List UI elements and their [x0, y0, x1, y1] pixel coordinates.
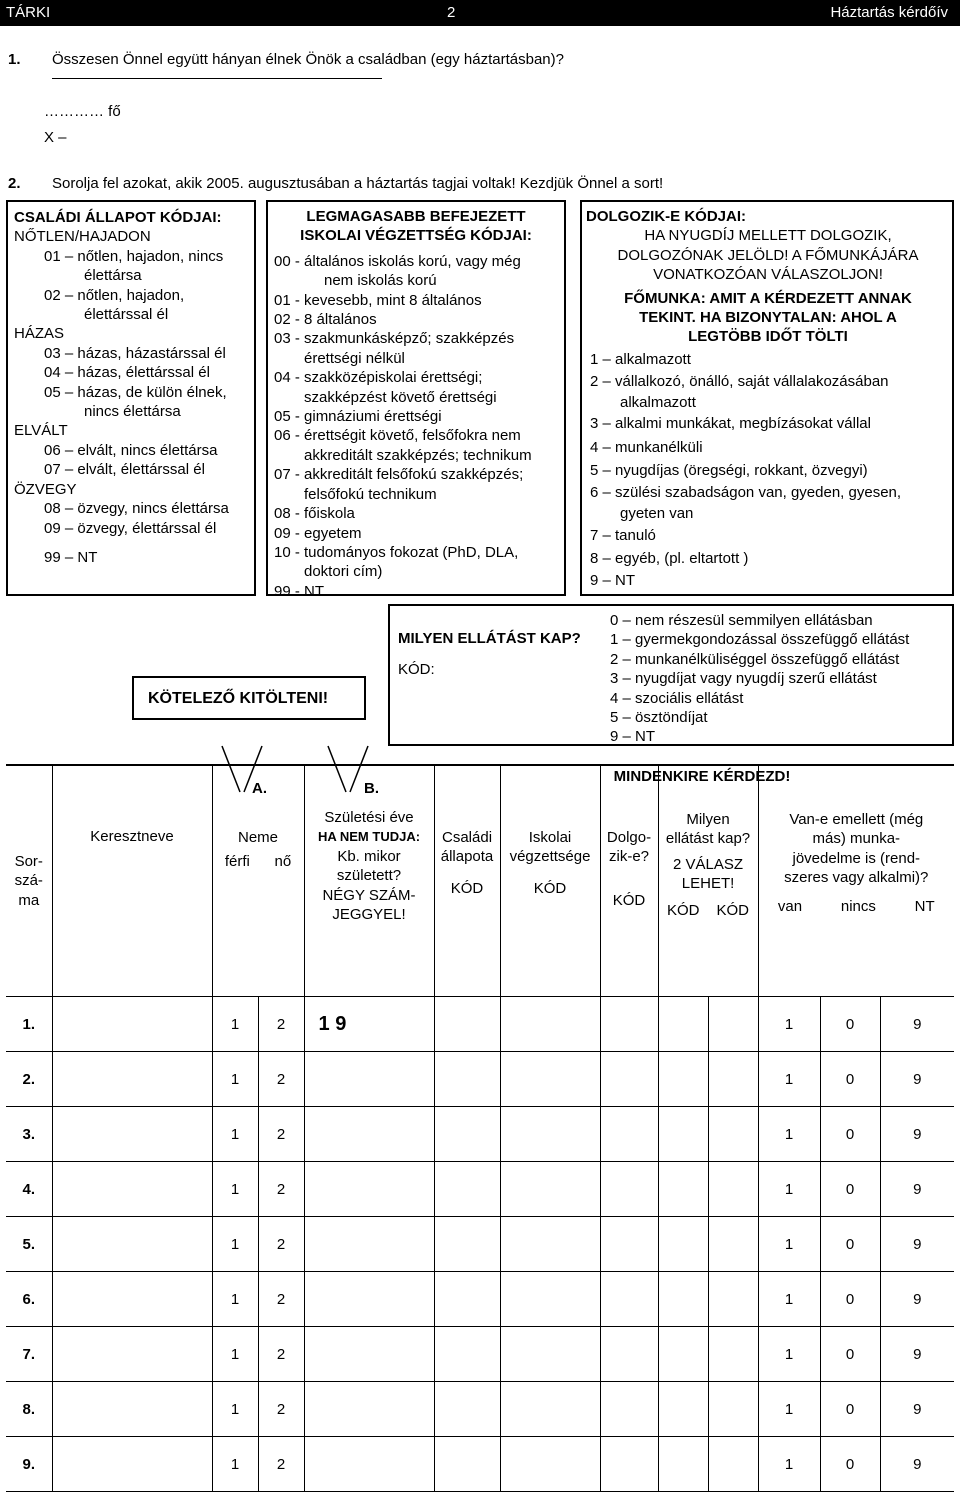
household-members-table	[6, 764, 954, 1492]
header-sorszam: Sor- szá- ma	[6, 765, 52, 997]
van-option[interactable]: 1	[758, 1437, 820, 1492]
ferfi-option[interactable]: 1	[212, 1272, 258, 1327]
birth-year-cell[interactable]	[304, 1272, 434, 1327]
keresztneve-cell[interactable]	[52, 1107, 212, 1162]
iskolai-vegzettseg-cell[interactable]	[500, 997, 600, 1052]
iskolai-vegzettseg-cell[interactable]	[500, 1107, 600, 1162]
education-line: 02 - 8 általános	[274, 311, 377, 329]
ellatas-kod-1-cell[interactable]	[658, 1272, 708, 1327]
work-item: 3 – alkalmi munkákat, megbízásokat vállal	[590, 415, 871, 433]
header-szuletesi-ev: Születési éve HA NEM TUDJA: Kb. mikor született? NÉGY SZÁM- JEGGYEL!	[304, 765, 434, 997]
dolgozik-cell[interactable]	[600, 1107, 658, 1162]
nt-option[interactable]: 9	[880, 1327, 954, 1382]
iskolai-vegzettseg-cell[interactable]	[500, 1437, 600, 1492]
nincs-option[interactable]: 0	[820, 1382, 880, 1437]
csaladi-allapot-cell[interactable]	[434, 1162, 500, 1217]
education-line: 09 - egyetem	[274, 524, 362, 542]
van-option[interactable]: 1	[758, 1327, 820, 1382]
header-nincs: nincs	[840, 897, 876, 915]
work-main-definition: TEKINT. HA BIZONYTALAN: AHOL A	[639, 309, 897, 327]
dolgozik-cell[interactable]	[600, 1272, 658, 1327]
birth-year-cell[interactable]	[304, 1052, 434, 1107]
csaladi-allapot-cell[interactable]	[434, 1382, 500, 1437]
ellatas-kod-1-cell[interactable]	[658, 1327, 708, 1382]
no-option[interactable]: 2	[258, 1437, 304, 1492]
csaladi-allapot-cell[interactable]	[434, 1107, 500, 1162]
ellatas-kod-1-cell[interactable]	[658, 1162, 708, 1217]
education-line: 07 - akkreditált felsőfokú szakképzés;	[274, 466, 524, 484]
ellatas-kod-2-cell[interactable]	[708, 1052, 758, 1107]
marital-line: ELVÁLT	[14, 422, 68, 440]
ferfi-option[interactable]: 1	[212, 1437, 258, 1492]
dolgozik-cell[interactable]	[600, 1327, 658, 1382]
keresztneve-cell[interactable]	[52, 1162, 212, 1217]
education-line: 08 - főiskola	[274, 505, 355, 523]
header-van-e-emellett: Van-e emellett (még más) munka- jövedelme is (rend- szeres vagy alkalmi)? van nincs NT	[758, 765, 954, 997]
header-keresztneve: Keresztneve	[52, 765, 212, 997]
ellatas-kod-2-cell[interactable]	[708, 997, 758, 1052]
nt-option[interactable]: 9	[880, 1382, 954, 1437]
education-line: érettségi nélkül	[304, 349, 405, 367]
header-no: nő	[274, 853, 292, 871]
marital-line: ÖZVEGY	[14, 480, 77, 498]
nt-option[interactable]: 9	[880, 1437, 954, 1492]
van-option[interactable]: 1	[758, 1217, 820, 1272]
nt-option[interactable]: 9	[880, 1107, 954, 1162]
dolgozik-cell[interactable]	[600, 1162, 658, 1217]
education-line: szakképzést követő érettségi	[304, 388, 497, 406]
education-line: 05 - gimnáziumi érettségi	[274, 408, 442, 426]
table-row	[6, 997, 954, 1052]
van-option[interactable]: 1	[758, 997, 820, 1052]
label-a: A.	[252, 780, 267, 797]
no-option[interactable]: 2	[258, 1217, 304, 1272]
page-number: 2	[447, 4, 456, 21]
ellatas-kod-1-cell[interactable]	[658, 1217, 708, 1272]
marital-line: 03 – házas, házastárssal él	[44, 344, 226, 362]
education-title: LEGMAGASABB BEFEJEZETT	[306, 208, 526, 225]
header-dolgozik: Dolgo- zik-e? KÓD	[600, 765, 658, 997]
ferfi-option[interactable]: 1	[212, 1107, 258, 1162]
dolgozik-cell[interactable]	[600, 1217, 658, 1272]
q1-number: 1.	[8, 51, 21, 68]
van-option[interactable]: 1	[758, 1107, 820, 1162]
header-kod-2: KÓD	[716, 901, 750, 919]
iskolai-vegzettseg-cell[interactable]	[500, 1272, 600, 1327]
keresztneve-cell[interactable]	[52, 997, 212, 1052]
education-line: 06 - érettségit követő, felsőfokra nem	[274, 427, 521, 445]
table-row	[6, 1107, 954, 1162]
birth-year-cell[interactable]	[304, 1382, 434, 1437]
ellatas-kod-2-cell[interactable]	[708, 1382, 758, 1437]
header-right: Háztartás kérdőív	[830, 4, 948, 21]
row-number: 2.	[6, 1052, 52, 1107]
marital-line: élettársa	[84, 267, 142, 285]
benefit-item: 1 – gyermekgondozással összefüggő ellátást	[610, 631, 910, 649]
van-option[interactable]: 1	[758, 1052, 820, 1107]
ellatas-kod-2-cell[interactable]	[708, 1327, 758, 1382]
ellatas-kod-1-cell[interactable]	[658, 1382, 708, 1437]
row-number: 6.	[6, 1272, 52, 1327]
education-title: ISKOLAI VÉGZETTSÉG KÓDJAI:	[300, 227, 532, 245]
iskolai-vegzettseg-cell[interactable]	[500, 1217, 600, 1272]
csaladi-allapot-cell[interactable]	[434, 1327, 500, 1382]
csaladi-allapot-cell[interactable]	[434, 1272, 500, 1327]
birth-year-cell[interactable]: 1 9	[304, 997, 434, 1052]
work-item: 5 – nyugdíjas (öregségi, rokkant, özvegyi)	[590, 462, 868, 480]
benefit-item: 0 – nem részesül semmilyen ellátásban	[610, 612, 873, 629]
ellatas-kod-1-cell[interactable]	[658, 1107, 708, 1162]
dolgozik-cell[interactable]	[600, 1437, 658, 1492]
work-item: 4 – munkanélküli	[590, 439, 703, 457]
ellatas-kod-2-cell[interactable]	[708, 1437, 758, 1492]
marital-line: 09 – özvegy, élettárssal él	[44, 519, 217, 537]
csaladi-allapot-cell[interactable]	[434, 1217, 500, 1272]
work-main-definition: LEGTÖBB IDŐT TÖLTI	[688, 328, 848, 346]
q2-number: 2.	[8, 175, 21, 192]
always-ask-label: MINDENKIRE KÉRDEZD!	[613, 768, 791, 785]
education-line: 03 - szakmunkásképző; szakképzés	[274, 330, 515, 348]
iskolai-vegzettseg-cell[interactable]	[500, 1052, 600, 1107]
education-line: 00 - általános iskolás korú, vagy még	[274, 252, 521, 270]
header-bar	[0, 0, 960, 26]
header-milyen-ellatast: Milyen ellátást kap? 2 VÁLASZ LEHET! KÓD KÓD	[658, 765, 758, 997]
van-option[interactable]: 1	[758, 1272, 820, 1327]
ferfi-option[interactable]: 1	[212, 1217, 258, 1272]
marital-line: HÁZAS	[14, 325, 65, 343]
nincs-option[interactable]: 0	[820, 1217, 880, 1272]
keresztneve-cell[interactable]	[52, 1272, 212, 1327]
mandatory-notice	[132, 676, 366, 720]
education-line: 99 - NT	[274, 582, 325, 600]
benefit-item: 3 – nyugdíjat vagy nyugdíj szerű ellátást	[610, 670, 877, 688]
dolgozik-cell[interactable]	[600, 1052, 658, 1107]
row-number: 3.	[6, 1107, 52, 1162]
marital-line: 06 – elvált, nincs élettársa	[44, 441, 218, 459]
header-csaladi-allapot: Családi állapota KÓD	[434, 765, 500, 997]
benefit-item: 4 – szociális ellátást	[610, 689, 744, 707]
row-number: 4.	[6, 1162, 52, 1217]
van-option[interactable]: 1	[758, 1162, 820, 1217]
marital-line: 04 – házas, élettárssal él	[44, 364, 210, 382]
header-left: TÁRKI	[6, 4, 51, 21]
birth-year-cell[interactable]	[304, 1437, 434, 1492]
nincs-option[interactable]: 0	[820, 1107, 880, 1162]
table-row	[6, 1272, 954, 1327]
no-option[interactable]: 2	[258, 1382, 304, 1437]
ferfi-option[interactable]: 1	[212, 1162, 258, 1217]
birth-year-cell[interactable]	[304, 1327, 434, 1382]
csaladi-allapot-cell[interactable]	[434, 997, 500, 1052]
education-line: 10 - tudományos fokozat (PhD, DLA,	[274, 543, 519, 561]
q1-text: Összesen Önnel együtt hányan élnek Önök a családban (egy háztartásban)?	[52, 51, 564, 68]
iskolai-vegzettseg-cell[interactable]	[500, 1162, 600, 1217]
header-kod-1: KÓD	[667, 901, 700, 919]
q1-underline	[52, 78, 382, 79]
benefit-question: MILYEN ELLÁTÁST KAP?	[398, 630, 581, 647]
benefit-item: 2 – munkanélküliséggel összefüggő ellátást	[610, 650, 900, 668]
nincs-option[interactable]: 0	[820, 997, 880, 1052]
marital-line: 08 – özvegy, nincs élettársa	[44, 500, 229, 518]
education-line: akkreditált szakképzés; technikum	[304, 446, 532, 464]
row-number: 5.	[6, 1217, 52, 1272]
work-instruction: VONATKOZÓAN VÁLASZOLJON!	[653, 266, 883, 284]
table-row	[6, 1162, 954, 1217]
birth-year-cell[interactable]	[304, 1107, 434, 1162]
marital-line: 99 – NT	[44, 548, 98, 566]
nt-option[interactable]: 9	[880, 1052, 954, 1107]
nincs-option[interactable]: 0	[820, 1052, 880, 1107]
ellatas-kod-2-cell[interactable]	[708, 1107, 758, 1162]
q1-answer-blank[interactable]: ………… fő	[44, 103, 121, 120]
education-line: doktori cím)	[304, 563, 383, 581]
nincs-option[interactable]: 0	[820, 1437, 880, 1492]
keresztneve-cell[interactable]	[52, 1217, 212, 1272]
q1-x-line: X –	[44, 129, 67, 146]
row-number: 1.	[6, 997, 52, 1052]
ellatas-kod-2-cell[interactable]	[708, 1217, 758, 1272]
csaladi-allapot-cell[interactable]	[434, 1437, 500, 1492]
marital-line: 02 – nőtlen, hajadon,	[44, 286, 185, 304]
no-option[interactable]: 2	[258, 1272, 304, 1327]
ellatas-kod-1-cell[interactable]	[658, 1437, 708, 1492]
nt-option[interactable]: 9	[880, 997, 954, 1052]
benefit-code-label: KÓD:	[398, 661, 435, 678]
work-item: 6 – szülési szabadságon van, gyeden, gyesen,	[590, 484, 902, 502]
mandatory-text: KÖTELEZŐ KITÖLTENI!	[148, 690, 329, 707]
table-row	[6, 1052, 954, 1107]
row-number: 9.	[6, 1437, 52, 1492]
work-instruction: DOLGOZÓNAK JELÖLD! A FŐMUNKÁJÁRA	[617, 246, 919, 264]
work-codes-box	[580, 200, 954, 596]
no-option[interactable]: 2	[258, 1327, 304, 1382]
nincs-option[interactable]: 0	[820, 1272, 880, 1327]
ferfi-option[interactable]: 1	[212, 1327, 258, 1382]
van-option[interactable]: 1	[758, 1382, 820, 1437]
dolgozik-cell[interactable]	[600, 997, 658, 1052]
ferfi-option[interactable]: 1	[212, 997, 258, 1052]
benefit-item: 5 – ösztöndíjat	[610, 709, 708, 727]
ellatas-kod-1-cell[interactable]	[658, 997, 708, 1052]
table-row	[6, 1217, 954, 1272]
no-option[interactable]: 2	[258, 997, 304, 1052]
no-option[interactable]: 2	[258, 1052, 304, 1107]
header-top-border	[438, 764, 954, 767]
marital-line: élettárssal él	[84, 306, 169, 324]
marital-title: CSALÁDI ÁLLAPOT KÓDJAI:	[14, 209, 222, 226]
ellatas-kod-2-cell[interactable]	[708, 1162, 758, 1217]
header-neme: Neme férfi nő	[212, 765, 304, 997]
nincs-option[interactable]: 0	[820, 1162, 880, 1217]
nincs-option[interactable]: 0	[820, 1327, 880, 1382]
education-line: nem iskolás korú	[324, 272, 437, 290]
education-codes-box	[266, 200, 566, 600]
marital-line: NŐTLEN/HAJADON	[14, 228, 151, 246]
ellatas-kod-2-cell[interactable]	[708, 1272, 758, 1327]
birth-year-cell[interactable]	[304, 1217, 434, 1272]
birth-year-cell[interactable]	[304, 1162, 434, 1217]
table-row	[6, 1327, 954, 1382]
work-instruction: HA NYUGDÍJ MELLETT DOLGOZIK,	[644, 227, 892, 245]
keresztneve-cell[interactable]	[52, 1437, 212, 1492]
row-number: 8.	[6, 1382, 52, 1437]
marital-line: nincs élettársa	[84, 403, 181, 421]
nt-option[interactable]: 9	[880, 1162, 954, 1217]
header-nt: NT	[914, 897, 935, 915]
nt-option[interactable]: 9	[880, 1272, 954, 1327]
keresztneve-cell[interactable]	[52, 1327, 212, 1382]
nt-option[interactable]: 9	[880, 1217, 954, 1272]
table-row	[6, 1437, 954, 1492]
marital-line: 01 – nőtlen, hajadon, nincs	[44, 247, 224, 265]
work-item: 7 – tanuló	[590, 526, 656, 544]
ellatas-kod-1-cell[interactable]	[658, 1052, 708, 1107]
education-line: 04 - szakközépiskolai érettségi;	[274, 369, 483, 387]
dolgozik-cell[interactable]	[600, 1382, 658, 1437]
no-option[interactable]: 2	[258, 1162, 304, 1217]
iskolai-vegzettseg-cell[interactable]	[500, 1327, 600, 1382]
keresztneve-cell[interactable]	[52, 1382, 212, 1437]
work-item: alkalmazott	[620, 393, 696, 411]
q2-text: Sorolja fel azokat, akik 2005. augusztusában a háztartás tagjai voltak! Kezdjük Önnel a sort!	[52, 175, 664, 192]
work-item: 9 – NT	[590, 571, 636, 589]
education-line: felsőfokú technikum	[304, 485, 437, 503]
table-row	[6, 1382, 954, 1437]
ferfi-option[interactable]: 1	[212, 1382, 258, 1437]
keresztneve-cell[interactable]	[52, 1052, 212, 1107]
work-item: gyeten van	[620, 505, 694, 523]
iskolai-vegzettseg-cell[interactable]	[500, 1382, 600, 1437]
header-iskolai-vegzettseg: Iskolai végzettsége KÓD	[500, 765, 600, 997]
no-option[interactable]: 2	[258, 1107, 304, 1162]
label-b: B.	[364, 780, 379, 797]
csaladi-allapot-cell[interactable]	[434, 1052, 500, 1107]
row-number: 7.	[6, 1327, 52, 1382]
work-title: DOLGOZIK-E KÓDJAI:	[586, 208, 746, 225]
marital-line: 07 – elvált, élettárssal él	[44, 461, 205, 479]
marital-line: 05 – házas, de külön élnek,	[44, 383, 227, 401]
work-item: 2 – vállalkozó, önálló, saját vállalakozásában	[590, 372, 889, 390]
marital-codes-box	[6, 200, 256, 596]
work-main-definition: FŐMUNKA: AMIT A KÉRDEZETT ANNAK	[624, 289, 912, 307]
work-item: 8 – egyéb, (pl. eltartott )	[590, 549, 749, 567]
education-line: 01 - kevesebb, mint 8 általános	[274, 291, 482, 309]
benefit-item: 9 – NT	[610, 728, 656, 746]
header-van: van	[777, 897, 803, 915]
ferfi-option[interactable]: 1	[212, 1052, 258, 1107]
work-item: 1 – alkalmazott	[590, 350, 691, 368]
header-ferfi: férfi	[224, 853, 250, 871]
benefit-codes-box	[388, 604, 954, 746]
